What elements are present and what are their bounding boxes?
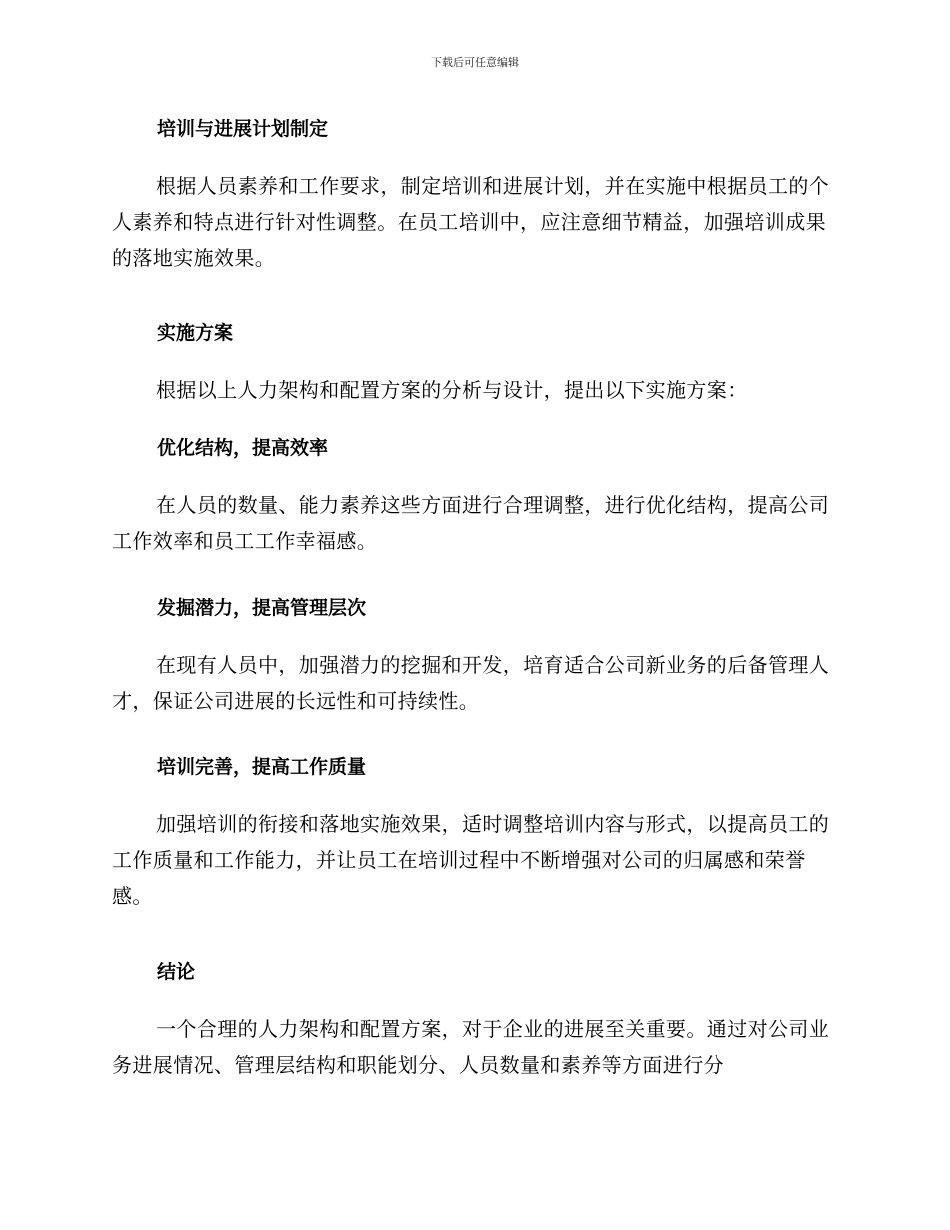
section-heading-training-plan: 培训与进展计划制定 [157, 118, 329, 140]
section-paragraph-potential: 在现有人员中，加强潜力的挖掘和开发，培育适合公司新业务的后备管理人才，保证公司进展的长远性和可持续性。 [112, 653, 830, 713]
section-heading-optimize-structure: 优化结构，提高效率 [157, 437, 329, 459]
section-heading-implementation: 实施方案 [157, 322, 234, 344]
section-paragraph-conclusion: 一个合理的人力架构和配置方案，对于企业的进展至关重要。通过对公司业务进展情况、管理层结构和职能划分、人员数量和素养等方面进行分 [112, 1017, 830, 1077]
page-header: 下载后可任意编辑 [431, 56, 519, 69]
section-paragraph-training-quality: 加强培训的衔接和落地实施效果，适时调整培训内容与形式，以提高员工的工作质量和工作能力，并让员工在培训过程中不断增强对公司的归属感和荣誉感。 [112, 812, 830, 908]
section-heading-potential: 发掘潜力，提高管理层次 [157, 597, 367, 619]
section-paragraph-training-plan: 根据人员素养和工作要求，制定培训和进展计划，并在实施中根据员工的个人素养和特点进行针对性调整。在员工培训中，应注意细节精益，加强培训成果的落地实施效果。 [112, 174, 830, 270]
section-paragraph-implementation: 根据以上人力架构和配置方案的分析与设计，提出以下实施方案： [156, 378, 748, 402]
section-heading-training-quality: 培训完善，提高工作质量 [157, 756, 367, 778]
section-paragraph-optimize-structure: 在人员的数量、能力素养这些方面进行合理调整，进行优化结构，提高公司工作效率和员工工作幸福感。 [112, 493, 830, 553]
section-heading-conclusion: 结论 [157, 961, 196, 983]
